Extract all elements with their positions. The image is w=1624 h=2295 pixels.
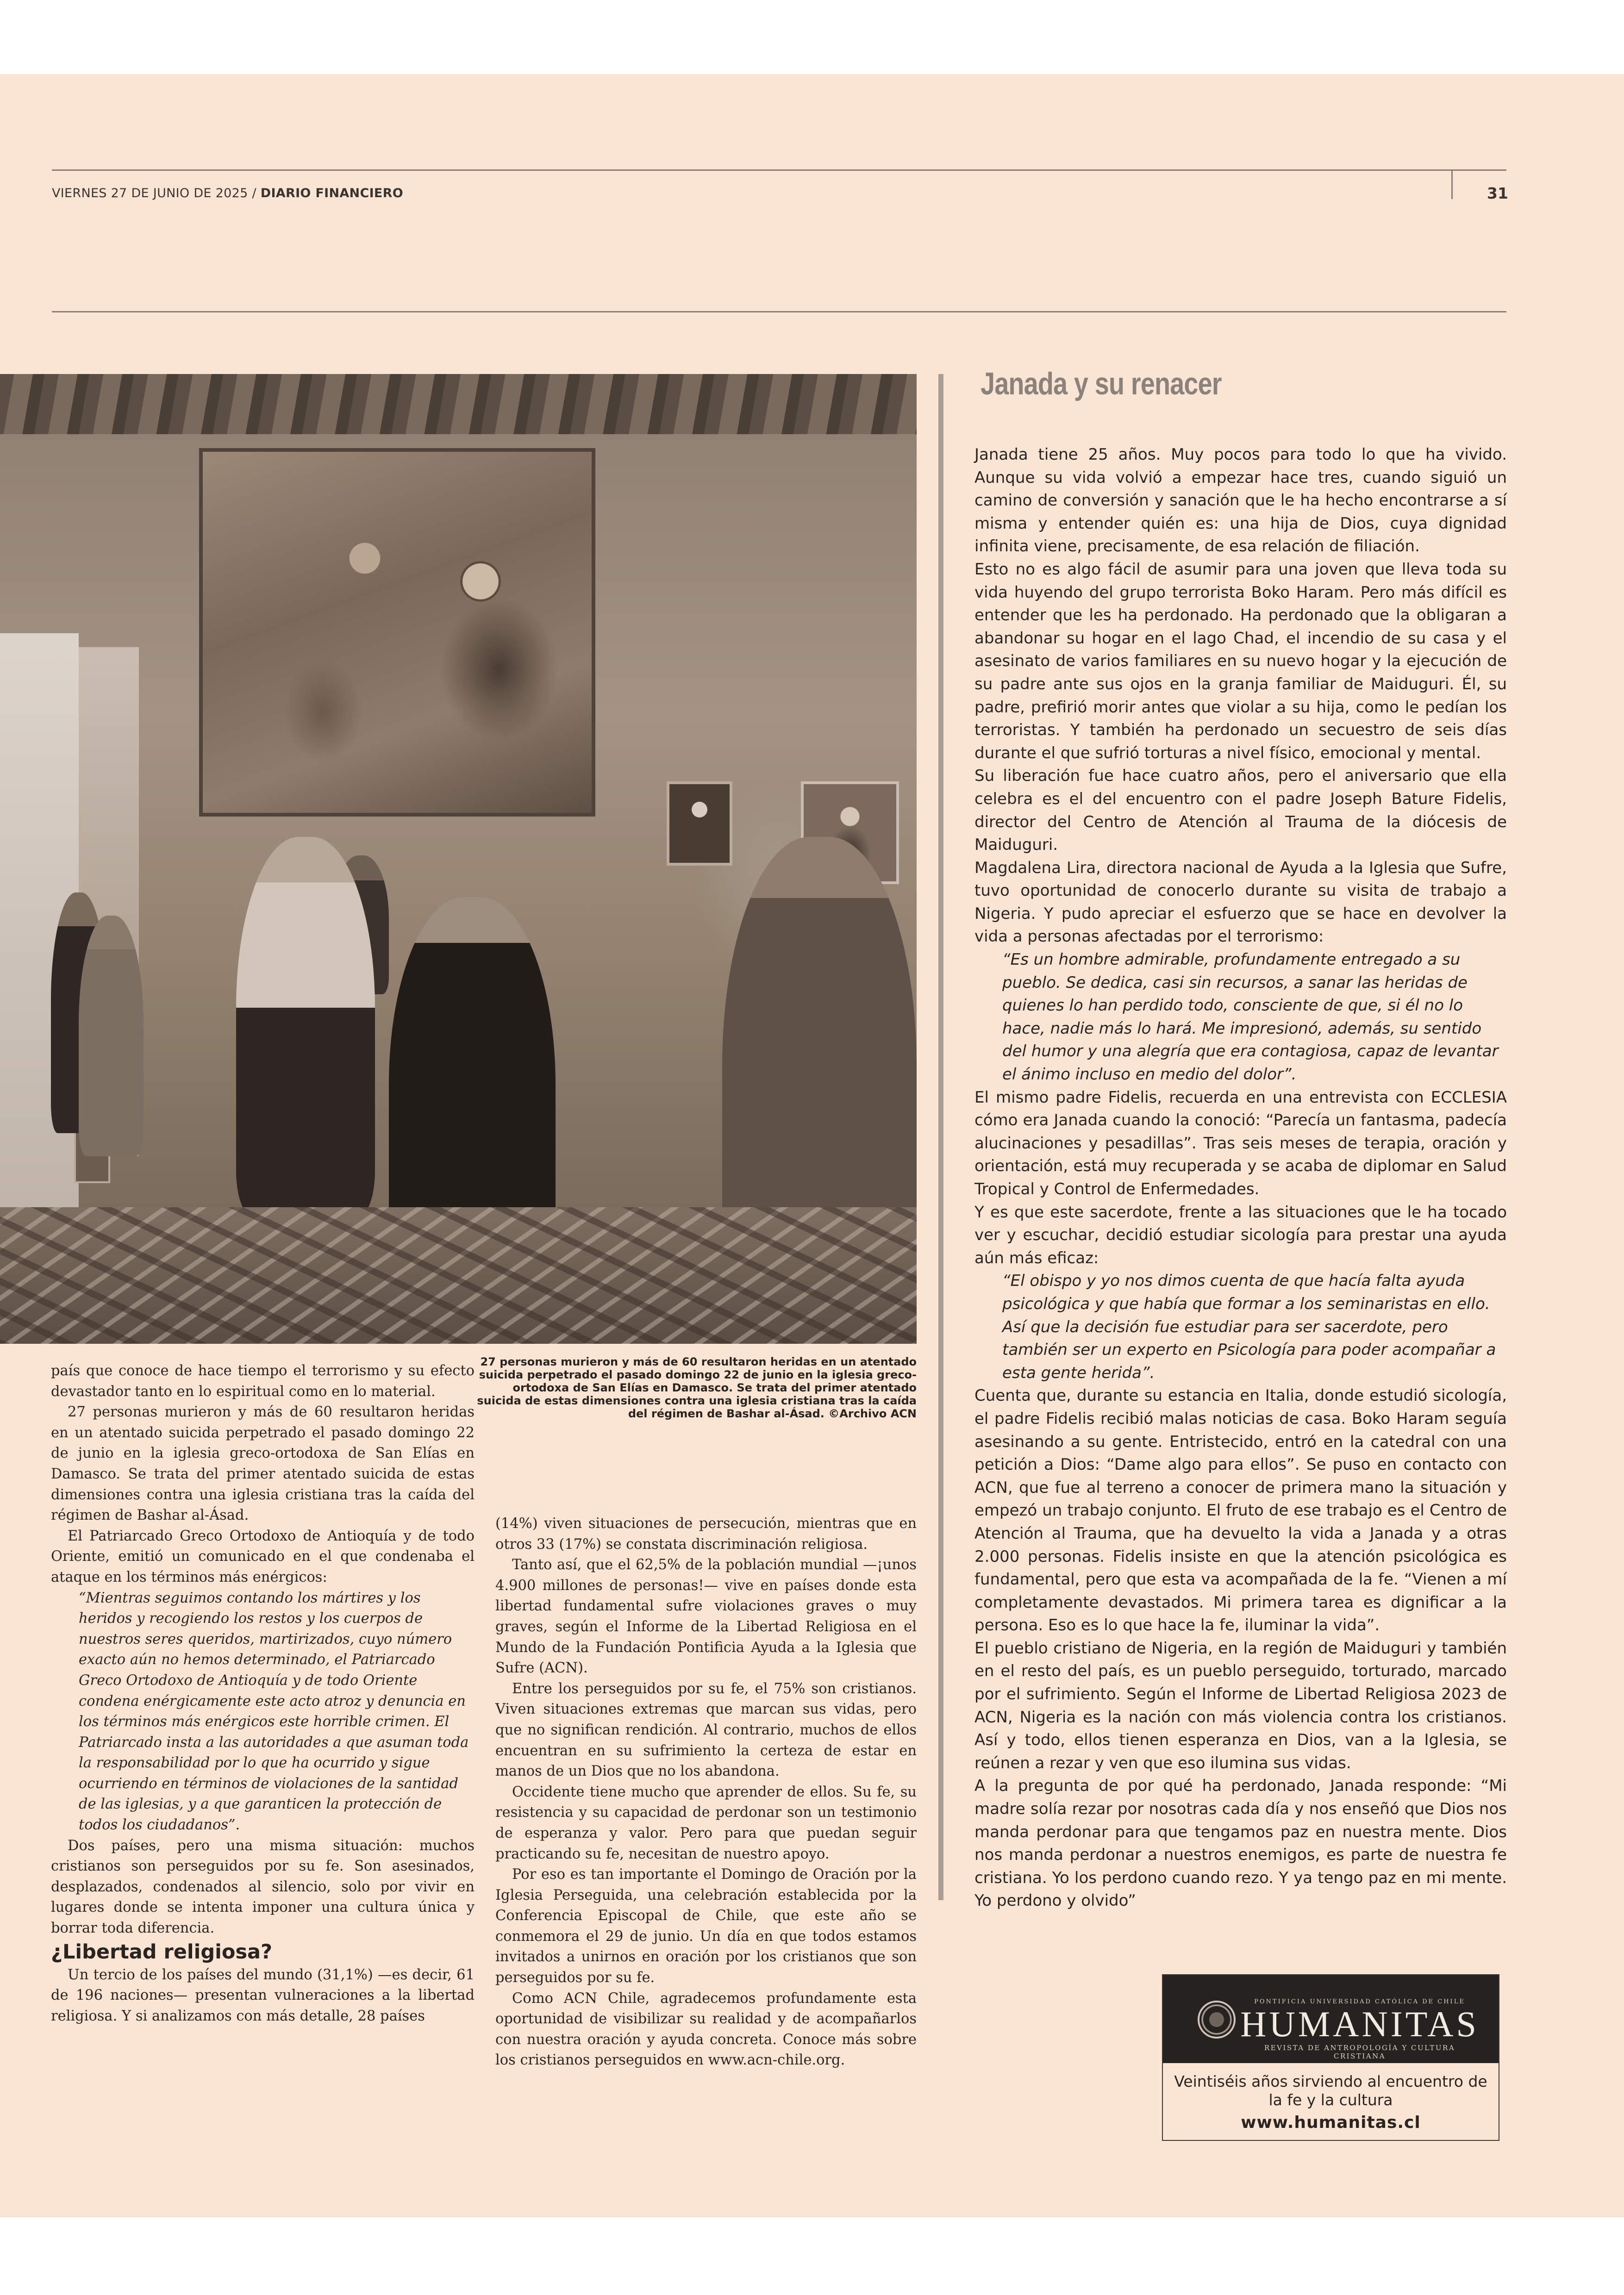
- photo-caption: 27 personas murieron y más de 60 resultaron heridas en un atentado suicida perpetrado el pasado domingo 22 de junio en la iglesia greco-ortodoxa de San Elías en Damasco. Se trata del primer atentado suicida de estas dimensiones contra una iglesia cristiana tras la caída del régimen de Bashar al-Ásad. ©Archivo ACN: [477, 1355, 917, 1420]
- paragraph: Esto no es algo fácil de asumir para una joven que lleva toda su vida huyendo del grupo terrorista Boko Haram. Pero más difícil es entender que les ha perdonado. Ha perdonado que la obligaran a abandonar su hogar en el lago Chad, el incendio de su casa y el asesinato de varios familiares en su nuevo hogar y la ejecución de su padre ante sus ojos en la granja familiar de Maiduguri. Él, su padre, prefirió morir antes que violar a su hija, como le pedían los terroristas. Y también ha perdonado un secuestro de seis días durante el que sufrió torturas a nivel físico, emocional y mental.: [974, 560, 1507, 762]
- photo-debris: [0, 1207, 917, 1344]
- header-dateline: [52, 186, 403, 200]
- paragraph: (14%) viven situaciones de persecución, mientras que en otros 33 (17%) se constata discriminación religiosa.: [495, 1515, 917, 1553]
- paragraph: Dos países, pero una misma situación: muchos cristianos son perseguidos por su fe. Son asesinados, desplazados, condenados al silencio, solo por vivir en lugares donde se intenta imponer una cultura única y borrar toda diferencia.: [51, 1837, 475, 1937]
- header-rule-top: [52, 169, 1506, 171]
- article-column-1: [51, 1361, 475, 2027]
- ad-tagline: Veintiséis años sirviendo al encuentro de la fe y la cultura: [1174, 2072, 1487, 2109]
- paragraph: Cuenta que, durante su estancia en Italia, donde estudió sicología, el padre Fidelis recibió malas noticias de casa. Boko Haram seguía asesinando a su gente. Entristecido, entró en la catedral con una petición a Dios: “Dame algo para ellos”. Se puso en contacto con ACN, que fue al terreno a conocer de primera mano la situación y empezó un trabajo conjunto. El fruto de ese trabajo es el Centro de Atención al Trauma, que ha devuelto la vida a Janada y a otras 2.000 personas. Fidelis insiste en que la atención psicológica es fundamental, pero que esta va acompañada de la fe. “Vienen a mí completamente devastados. Mi primera tarea es dignificar a la persona. Eso es lo que hace la fe, iluminar la vida”.: [974, 1386, 1507, 1635]
- paragraph: Su liberación fue hace cuatro años, pero el aniversario que ella celebra es el del encuentro con el padre Joseph Bature Fidelis, director del Centro de Atención al Trauma de la diócesis de Maiduguri.: [974, 767, 1507, 854]
- fidelis-quote: “El obispo y yo nos dimos cuenta de que hacía falta ayuda psicológica y que había que formar a los seminaristas en ello. Así que la decisión fue estudiar para ser sacerdote, pero también ser un experto en Psicología para poder acompañar a esta gente herida”.: [1002, 1272, 1496, 1382]
- paragraph: Tanto así, que el 62,5% de la población mundial —¡unos 4.900 millones de personas!— vive en países donde esta libertad fundamental sufre violaciones graves o muy graves, según el Informe de la Libertad Religiosa en el Mundo de la Fundación Pontificia Ayuda a la Iglesia que Sufre (ACN).: [495, 1557, 917, 1677]
- photo-fresco: [199, 448, 595, 817]
- sidebar-divider: [938, 374, 943, 1900]
- sidebar-body: [974, 443, 1507, 1913]
- ad-university: PONTIFICIA UNIVERSIDAD CATÓLICA DE CHILE: [1254, 1998, 1465, 2005]
- photo-ceiling: [0, 374, 917, 434]
- paragraph: Janada tiene 25 años. Muy pocos para todo lo que ha vivido. Aunque su vida volvió a empezar hace tres, cuando siguió un camino de conversión y sanación que le ha hecho encontrarse a sí misma y entender quién es: una hija de Dios, cuya dignidad infinita viene, precisamente, de esa relación de filiación.: [974, 445, 1507, 556]
- photo-person: [79, 916, 144, 1156]
- lira-quote: “Es un hombre admirable, profundamente entregado a su pueblo. Se dedica, casi sin recursos, a sanar las heridas de quienes lo han perdido todo, consciente de que, si él no lo hace, nadie más lo hará. Me impresionó, además, su sentido del humor y una alegría que era contagiosa, capaz de levantar el ánimo incluso en medio del dolor”.: [1002, 950, 1499, 1084]
- photo-person: [236, 837, 375, 1216]
- paragraph: Como ACN Chile, agradecemos profundamente esta oportunidad de visibilizar su realidad y de acompañarlos con nuestra oración y ayuda concreta. Conoce más sobre los cristianos perseguidos en www.acn-chile.org.: [495, 1990, 917, 2069]
- university-seal-icon: [1198, 2001, 1236, 2039]
- paragraph: A la pregunta de por qué ha perdonado, Janada responde: “Mi madre solía rezar por nosotras cada día y nos enseñó que Dios nos manda perdonar para que tengamos paz en nuestra mente. Dios nos manda perdonar a nuestros enemigos, es parte de nuestra fe cristiana. Yo los perdono cuando rezo. Y ya tengo paz en mi mente. Yo perdono y olvido”: [974, 1777, 1507, 1910]
- ad-subtitle: REVISTA DE ANTROPOLOGÍA Y CULTURA CRISTIANA: [1264, 2044, 1455, 2060]
- sidebar-title: Janada y su renacer: [981, 366, 1222, 401]
- humanitas-ad[interactable]: [1162, 1974, 1499, 2141]
- subheading: ¿Libertad religiosa?: [51, 1940, 273, 1964]
- ad-url-link[interactable]: www.humanitas.cl: [1241, 2113, 1421, 2132]
- patriarchate-quote: “Mientras seguimos contando los mártires y los heridos y recogiendo los restos y los cuerpos de nuestros seres queridos, martirizados, cuyo número exacto aún no hemos determinado, el Patriarcado Greco Ortodoxo de Antioquía y de todo Oriente condena enérgicamente este acto atroz y denuncia en los términos más enérgicos este horrible crimen. El Patriarcado insta a las autoridades a que asuman toda la responsabilidad por lo que ha ocurrido y sigue ocurriendo en términos de violaciones de la santidad de las iglesias, y a que garanticen la protección de todos los ciudadanos”.: [79, 1590, 469, 1834]
- ad-banner: [1163, 1975, 1499, 2063]
- paragraph: Un tercio de los países del mundo (31,1%) —es decir, 61 de 196 naciones— presentan vulneraciones a la libertad religiosa. Y si analizamos con más detalle, 28 países: [51, 1966, 475, 2024]
- paragraph: país que conoce de hace tiempo el terrorismo y su efecto devastador tanto en lo espiritual como en lo material.: [51, 1363, 475, 1400]
- header-rule-bottom: [52, 311, 1506, 312]
- paragraph: Entre los perseguidos por su fe, el 75% son cristianos. Viven situaciones extremas que marcan sus vidas, pero que no significan rendición. Al contrario, muchos de ellos encuentran en su sufrimiento la certeza de estar en manos de un Dios que no los abandona.: [495, 1680, 917, 1780]
- church-photo: [0, 374, 917, 1344]
- paragraph: Y es que este sacerdote, frente a las situaciones que le ha tocado ver y escuchar, decidió estudiar sicología para prestar una ayuda aún más eficaz:: [974, 1203, 1507, 1267]
- paragraph: Por eso es tan importante el Domingo de Oración por la Iglesia Perseguida, una celebración establecida por la Conferencia Episcopal de Chile, que este año se conmemora el 29 de junio. Un día en que todos estamos invitados a unirnos en oración por los cristianos que son perseguidos por su fe.: [495, 1866, 917, 1986]
- paragraph: El mismo padre Fidelis, recuerda en una entrevista con ECCLESIA cómo era Janada cuando la conoció: “Parecía un fantasma, padecía alucinaciones y pesadillas”. Tras seis meses de terapia, oración y orientación, está muy recuperada y se acaba de diplomar en Salud Tropical y Control de Enfermedades.: [974, 1088, 1507, 1198]
- paragraph: El Patriarcado Greco Ortodoxo de Antioquía y de todo Oriente, emitió un comunicado en el que condenaba el ataque en los términos más enérgicos:: [51, 1528, 475, 1585]
- ad-logo-name: HUMANITAS: [1240, 2004, 1479, 2044]
- header-tick: [1451, 169, 1453, 199]
- paragraph: El pueblo cristiano de Nigeria, en la región de Maiduguri y también en el resto del país, es un pueblo perseguido, torturado, marcado por el sufrimiento. Según el Informe de Libertad Religiosa 2023 de ACN, Nigeria es la nación con más violencia contra los cristianos. Así y todo, ellos tienen esperanza en Dios, van a la Iglesia, se reúnen a rezar y ven que eso ilumina sus vidas.: [974, 1639, 1507, 1772]
- paragraph: Occidente tiene mucho que aprender de ellos. Su fe, su resistencia y su capacidad de perdonar son un testimonio de esperanza y valor. Pero para que puedan seguir practicando su fe, necesitan de nuestro apoyo.: [495, 1784, 917, 1862]
- article-column-2: [495, 1514, 917, 2071]
- page-number: 31: [1487, 184, 1508, 202]
- paragraph: Magdalena Lira, directora nacional de Ayuda a la Iglesia que Sufre, tuvo oportunidad de conocerlo durante su visita de trabajo a Nigeria. Y pudo apreciar el esfuerzo que se hace en devolver la vida a personas afectadas por el terrorismo:: [974, 858, 1507, 946]
- paragraph: 27 personas murieron y más de 60 resultaron heridas en un atentado suicida perpetrado el pasado domingo 22 de junio en la iglesia greco-ortodoxa de San Elías en Damasco. Se trata del primer atentado suicida de estas dimensiones contra una iglesia cristiana tras la caída del régimen de Bashar al-Ásad.: [51, 1404, 475, 1524]
- photo-icon-saint: [667, 781, 732, 866]
- header-paper: DIARIO FINANCIERO: [260, 186, 404, 200]
- header-date: VIERNES 27 DE JUNIO DE 2025 /: [52, 186, 261, 200]
